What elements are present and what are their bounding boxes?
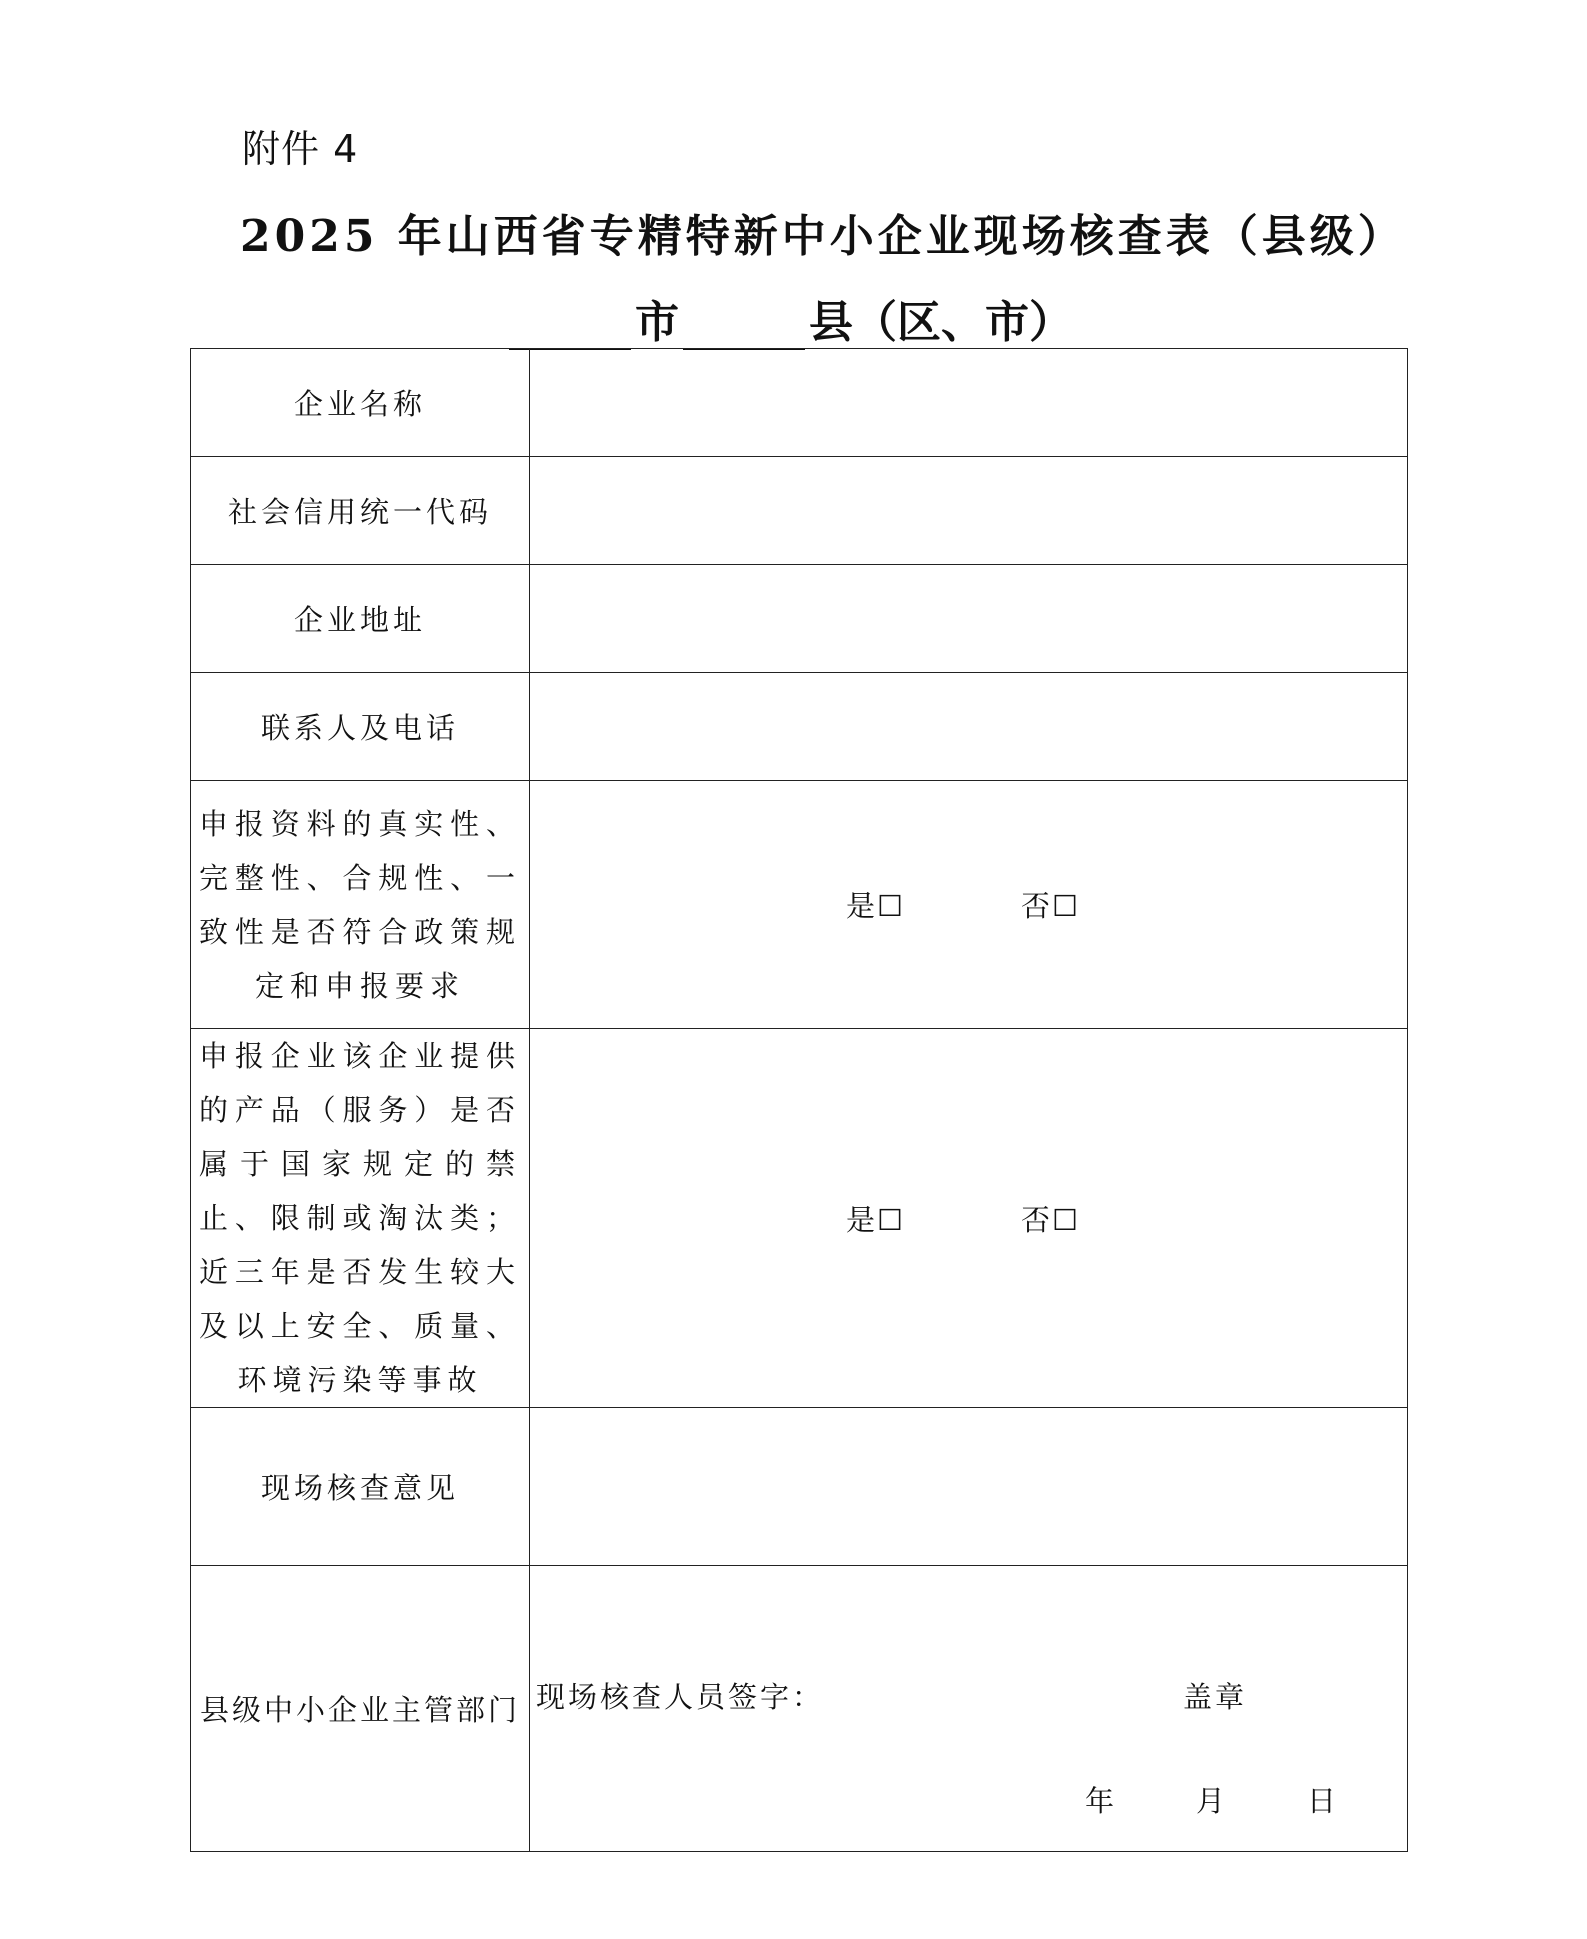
product-check-options bbox=[530, 1198, 1407, 1239]
form-row-credit-code bbox=[191, 457, 1408, 565]
department-cell bbox=[530, 1566, 1408, 1852]
date-day: 日 bbox=[1307, 1783, 1337, 1818]
credit-code-field[interactable] bbox=[530, 457, 1408, 565]
materials-check-label: 申报资料的真实性、完整性、合规性、一致性是否符合政策规定和申报要求 bbox=[191, 781, 530, 1029]
materials-check-cell bbox=[530, 781, 1408, 1029]
form-row-address bbox=[191, 565, 1408, 673]
region-line bbox=[505, 286, 1073, 350]
materials-check-options bbox=[530, 884, 1407, 925]
form-row-department bbox=[191, 1566, 1408, 1852]
product-check-cell bbox=[530, 1029, 1408, 1408]
credit-code-label: 社会信用统一代码 bbox=[191, 457, 530, 565]
signature-area[interactable] bbox=[530, 1567, 1407, 1851]
form-row-company-name bbox=[191, 349, 1408, 457]
city-blank[interactable] bbox=[509, 306, 631, 350]
address-field[interactable] bbox=[530, 565, 1408, 673]
contact-field[interactable] bbox=[530, 673, 1408, 781]
contact-label: 联系人及电话 bbox=[191, 673, 530, 781]
date-month: 月 bbox=[1196, 1783, 1226, 1818]
date-year: 年 bbox=[1085, 1783, 1115, 1818]
department-label: 县级中小企业主管部门 bbox=[191, 1566, 530, 1852]
opinion-field[interactable] bbox=[530, 1408, 1408, 1566]
form-row-product-check bbox=[191, 1029, 1408, 1408]
seal-label: 盖章 bbox=[1183, 1679, 1248, 1714]
form-row-contact bbox=[191, 673, 1408, 781]
company-name-field[interactable] bbox=[530, 349, 1408, 457]
form-row-opinion bbox=[191, 1408, 1408, 1566]
product-no-checkbox[interactable]: 否☐ bbox=[1021, 1202, 1080, 1237]
product-check-label: 申报企业该企业提供的产品（服务）是否属于国家规定的禁止、限制或淘汰类；近三年是否发生较大及以上安全、质量、环境污染等事故 bbox=[191, 1029, 530, 1408]
materials-no-checkbox[interactable]: 否☐ bbox=[1021, 889, 1080, 923]
company-name-label: 企业名称 bbox=[191, 349, 530, 457]
form-row-materials-check bbox=[191, 781, 1408, 1029]
county-blank[interactable] bbox=[683, 306, 805, 350]
city-label: 市 bbox=[635, 297, 679, 348]
county-label: 县（区、市） bbox=[809, 297, 1073, 348]
signature-label: 现场核查人员签字： bbox=[536, 1679, 825, 1714]
document-title: 2025 年山西省专精特新中小企业现场核查表（县级） bbox=[240, 211, 1406, 262]
attachment-number: 附件 4 bbox=[242, 127, 359, 171]
inspection-form-table bbox=[190, 348, 1408, 1852]
materials-yes-checkbox[interactable]: 是☐ bbox=[846, 889, 905, 923]
date-line bbox=[1085, 1779, 1336, 1820]
opinion-label: 现场核查意见 bbox=[191, 1408, 530, 1566]
product-yes-checkbox[interactable]: 是☐ bbox=[846, 1202, 905, 1237]
address-label: 企业地址 bbox=[191, 565, 530, 673]
